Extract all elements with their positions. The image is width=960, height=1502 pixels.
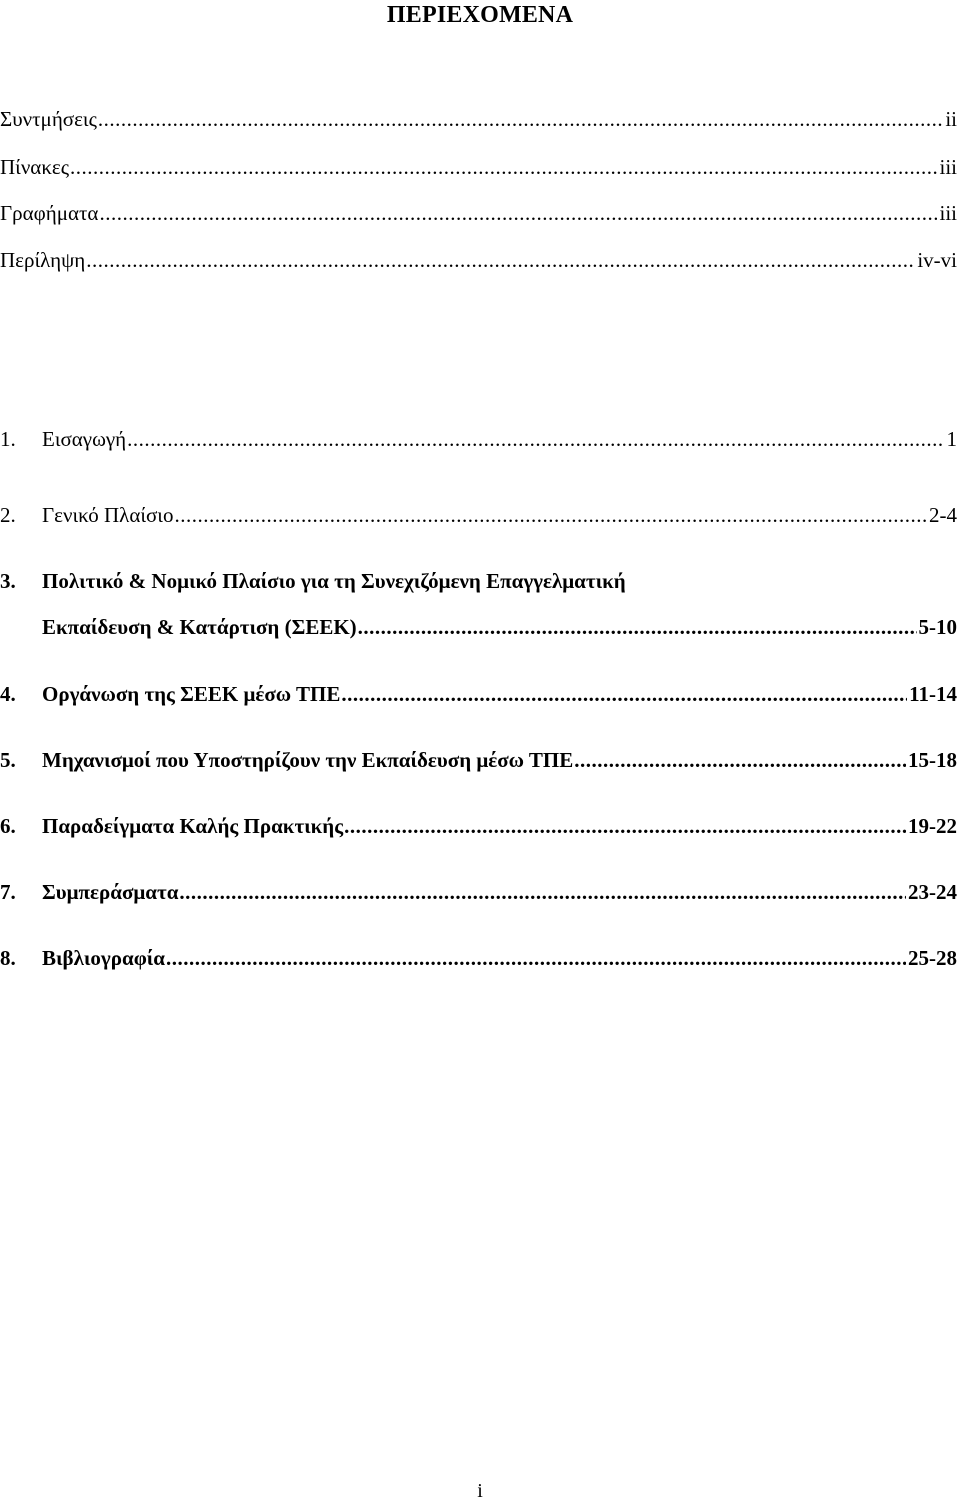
toc-entry-label: Πίνακες [0,155,70,179]
chapter-number: 8. [0,946,16,970]
chapter-number: 3. [0,569,16,593]
dot-leader [70,154,937,180]
toc-chapter-5[interactable] [0,747,957,773]
chapter-label-line1: Πολιτικό & Νομικό Πλαίσιο για τη Συνεχιζόμενη Επαγγελματική [42,569,626,593]
chapter-page: 25-28 [908,946,957,970]
chapter-page: 2-4 [929,503,957,527]
chapter-label: Συμπεράσματα [42,880,179,904]
toc-entry-label: Συντμήσεις [0,107,97,131]
toc-entry-tables[interactable] [0,154,957,180]
dot-leader [341,681,907,707]
toc-entry-page: iii [939,201,957,225]
chapter-page: 19-22 [908,814,957,838]
chapter-page: 1 [946,427,957,451]
chapter-page: 15-18 [908,748,957,772]
toc-entry-page: ii [945,107,957,131]
dot-leader [86,247,915,273]
toc-chapter-8[interactable] [0,945,957,971]
toc-chapter-1[interactable] [0,426,957,452]
chapter-label: Παραδείγματα Καλής Πρακτικής [42,814,344,838]
toc-chapter-3[interactable] [0,614,957,640]
toc-entry-abbreviations[interactable] [0,106,957,132]
chapter-number: 4. [0,682,16,706]
dot-leader [127,426,944,452]
chapter-label: Γενικό Πλαίσιο [42,503,174,527]
toc-chapter-6[interactable] [0,813,957,839]
dot-leader [574,747,906,773]
chapter-label: Βιβλιογραφία [42,946,166,970]
toc-entry-label: Γραφήματα [0,201,99,225]
dot-leader [99,200,937,226]
chapter-number: 6. [0,814,16,838]
dot-leader [166,945,906,971]
dot-leader [179,879,906,905]
toc-entry-page: iv-vi [917,248,957,272]
chapter-number: 2. [0,503,16,527]
page-number: i [477,1480,483,1502]
toc-entry-graphs[interactable] [0,200,957,226]
chapter-label: Εισαγωγή [42,427,127,451]
chapter-label: Οργάνωση της ΣΕΕΚ μέσω ΤΠΕ [42,682,341,706]
chapter-page: 11-14 [909,682,957,706]
toc-chapter-7[interactable] [0,879,957,905]
chapter-label: Εκπαίδευση & Κατάρτιση (ΣΕΕΚ) [42,615,357,639]
toc-entry-page: iii [939,155,957,179]
chapter-label: Μηχανισμοί που Υποστηρίζουν την Εκπαίδευση μέσω ΤΠΕ [42,748,574,772]
dot-leader [98,106,943,132]
toc-chapter-4[interactable] [0,681,957,707]
chapter-page: 5-10 [918,615,957,639]
toc-chapter-2[interactable] [0,502,957,528]
dot-leader [344,813,906,839]
chapter-page: 23-24 [908,880,957,904]
toc-chapter-3-line1[interactable] [0,568,957,594]
toc-entry-summary[interactable] [0,247,957,273]
chapter-number: 1. [0,427,16,451]
page-title: ΠΕΡΙΕΧΟΜΕΝΑ [386,2,574,28]
toc-entry-label: Περίληψη [0,248,86,272]
dot-leader [174,502,927,528]
chapter-number: 5. [0,748,16,772]
chapter-number: 7. [0,880,16,904]
dot-leader [358,614,917,640]
